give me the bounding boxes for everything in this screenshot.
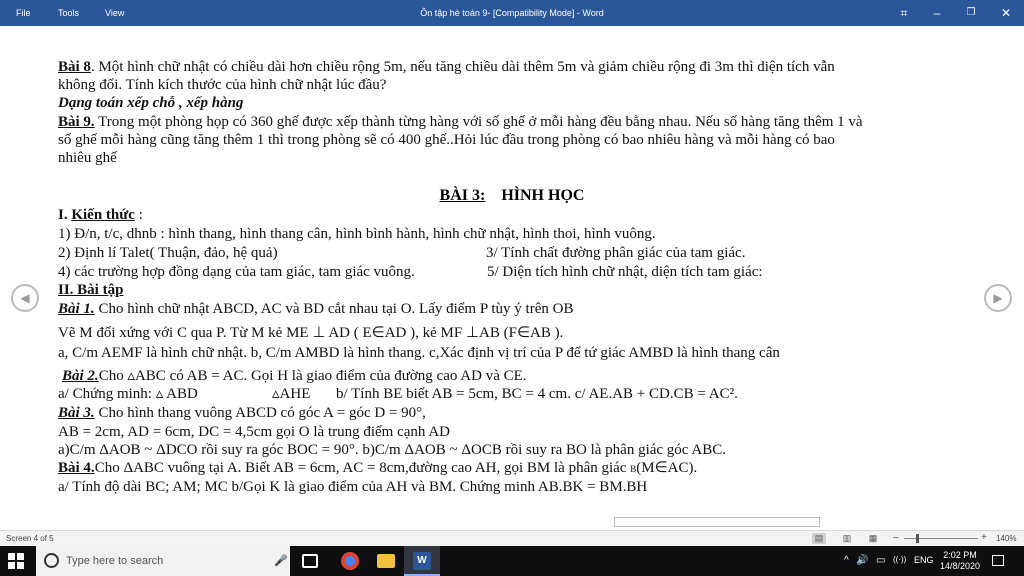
minimize-button[interactable]: – [933,6,941,20]
bai1-line1: Bài 1. Cho hình chữ nhật ABCD, AC và BD cắt nhau tại O. Lấy điểm P tùy ý trên OB [58,301,574,317]
clock-time: 2:02 PM [943,550,977,560]
close-button[interactable]: ✕ [1000,6,1012,20]
windows-start-icon[interactable] [8,553,24,569]
kien-thuc-2: 2) Định lí Talet( Thuận, đảo, hệ quả) [58,245,278,261]
read-mode-icon[interactable]: ▤ [812,533,826,544]
microphone-icon[interactable]: 🎤 [274,555,288,567]
zoom-out-button[interactable]: – [893,532,899,543]
bai8-line1: Bài 8. Một hình chữ nhật có chiều dài hơn chiều rộng 5m, nếu tăng chiều dài thêm 5m và giảm chiều rộng đi 3m thì diện tích vẫn [58,59,835,75]
notification-icon[interactable] [992,555,1004,566]
previous-screen-button[interactable]: ◀ [11,284,39,312]
bai3-line2: AB = 2cm, AD = 6cm, DC = 4,5cm gọi O là trung điểm cạnh AD [58,424,450,440]
wifi-icon[interactable]: ((·)) [893,555,907,564]
bai-tap-heading: II. Bài tập [58,282,124,298]
taskbar-search-box[interactable] [36,546,290,576]
bai2-line1: Bài 2.Cho ▵ABC có AB = AC. Gọi H là giao điểm của đường cao AD và CE. [62,368,527,384]
bai4-line1: Bài 4.Cho ΔABC vuông tại A. Biết AB = 6cm, AC = 8cm,đường cao AH, gọi BM là phân giác B(M∈AC). [58,460,698,476]
display-options-icon[interactable]: ⌗ [900,6,908,20]
title-bar [0,0,1024,26]
next-screen-button[interactable]: ▶ [984,284,1012,312]
clock-date: 14/8/2020 [939,561,981,571]
zoom-level[interactable]: 140% [996,534,1017,543]
tray-chevron-icon[interactable]: ^ [844,555,849,566]
task-view-icon[interactable] [302,554,318,568]
menu-file[interactable]: File [16,8,31,18]
bai1-line3: a, C/m AEMF là hình chữ nhật. b, C/m AMBD là hình thang. c,Xác định vị trí của P để tứ giác AMBD là hình thang cân [58,345,780,361]
bai9-line2: số ghế mỗi hàng cũng tăng thêm 1 thì trong phòng sẽ có 400 ghế..Hỏi lúc đầu trong phòng có bao nhiêu hàng và mỗi hàng có bao [58,132,835,148]
menu-view[interactable]: View [105,8,125,18]
taskbar-clock[interactable] [936,550,984,572]
chrome-icon[interactable] [341,552,359,570]
section-heading-xep-cho: Dạng toán xếp chỗ , xếp hàng [58,95,244,111]
kien-thuc-5: 5/ Diện tích hình chữ nhật, diện tích tam giác: [487,264,763,280]
taskbar [0,546,1024,576]
maximize-button[interactable]: ❐ [966,7,976,18]
file-explorer-icon[interactable] [377,554,395,568]
window-title: Ôn tập hè toán 9- [Compatibility Mode] - Word [420,8,604,18]
bai9-line3: nhiêu ghế [58,150,117,166]
horizontal-scrollbar[interactable] [614,517,820,527]
kien-thuc-4: 4) các trường hợp đồng dạng của tam giác, tam giác vuông. [58,264,415,280]
bai2-line2a: a/ Chứng minh: ▵ ABD [58,386,198,402]
kien-thuc-1: 1) Đ/n, t/c, dhnb : hình thang, hình thang cân, hình bình hành, hình chữ nhật, hình thoi, hình vuông. [58,226,656,242]
battery-icon[interactable]: ▭ [876,555,886,566]
bai8-line2: không đổi. Tính kích thước của hình chữ nhật lúc đầu? [58,77,387,93]
bai3-line3: a)C/m ΔAOB ~ ΔDCO rồi suy ra góc BOC = 90°. b)C/m ΔAOB ~ ΔOCB rồi suy ra BO là phân giác góc ABC. [58,442,726,458]
screen-indicator: Screen 4 of 5 [6,534,54,543]
bai2-line2b: ▵AHE [272,386,311,402]
document-page[interactable] [0,26,1024,530]
kien-thuc-heading: I. Kiến thức : [58,207,143,223]
word-taskbar-button[interactable] [404,546,440,576]
menu-tools[interactable]: Tools [58,8,80,18]
print-layout-icon[interactable]: ▥ [842,533,852,543]
bai1-line2: Vẽ M đối xứng với C qua P. Từ M kẻ ME ⊥ AD ( E∈AD ), kẻ MF ⊥AB (F∈AB ). [58,325,564,341]
bai3-heading: BÀI 3: HÌNH HỌC [439,187,585,204]
bai3-line1: Bài 3. Cho hình thang vuông ABCD có góc A = góc D = 90°, [58,405,426,421]
zoom-in-button[interactable]: + [981,532,987,543]
search-placeholder: Type here to search [66,555,164,567]
cortana-circle-icon [44,553,59,568]
bai4-line2: a/ Tính độ dài BC; AM; MC b/Gọi K là giao điểm của AH và BM. Chứng minh AB.BK = BM.BH [58,479,648,495]
zoom-slider-thumb[interactable] [916,534,919,543]
status-bar [0,530,1024,546]
word-icon: W [413,552,431,570]
bai2-line2c: b/ Tính BE biết AB = 5cm, BC = 4 cm. c/ AE.AB + CD.CB = AC². [336,386,738,402]
volume-icon[interactable]: 🔊 [856,555,869,566]
language-indicator[interactable]: ENG [914,555,934,565]
kien-thuc-3: 3/ Tính chất đường phân giác của tam giác. [486,245,746,261]
web-layout-icon[interactable]: ▦ [868,533,878,543]
bai9-line1: Bài 9. Trong một phòng họp có 360 ghế được xếp thành từng hàng với số ghế ở mỗi hàng đều bằng nhau. Nếu số hàng tăng thêm 1 và [58,114,863,130]
